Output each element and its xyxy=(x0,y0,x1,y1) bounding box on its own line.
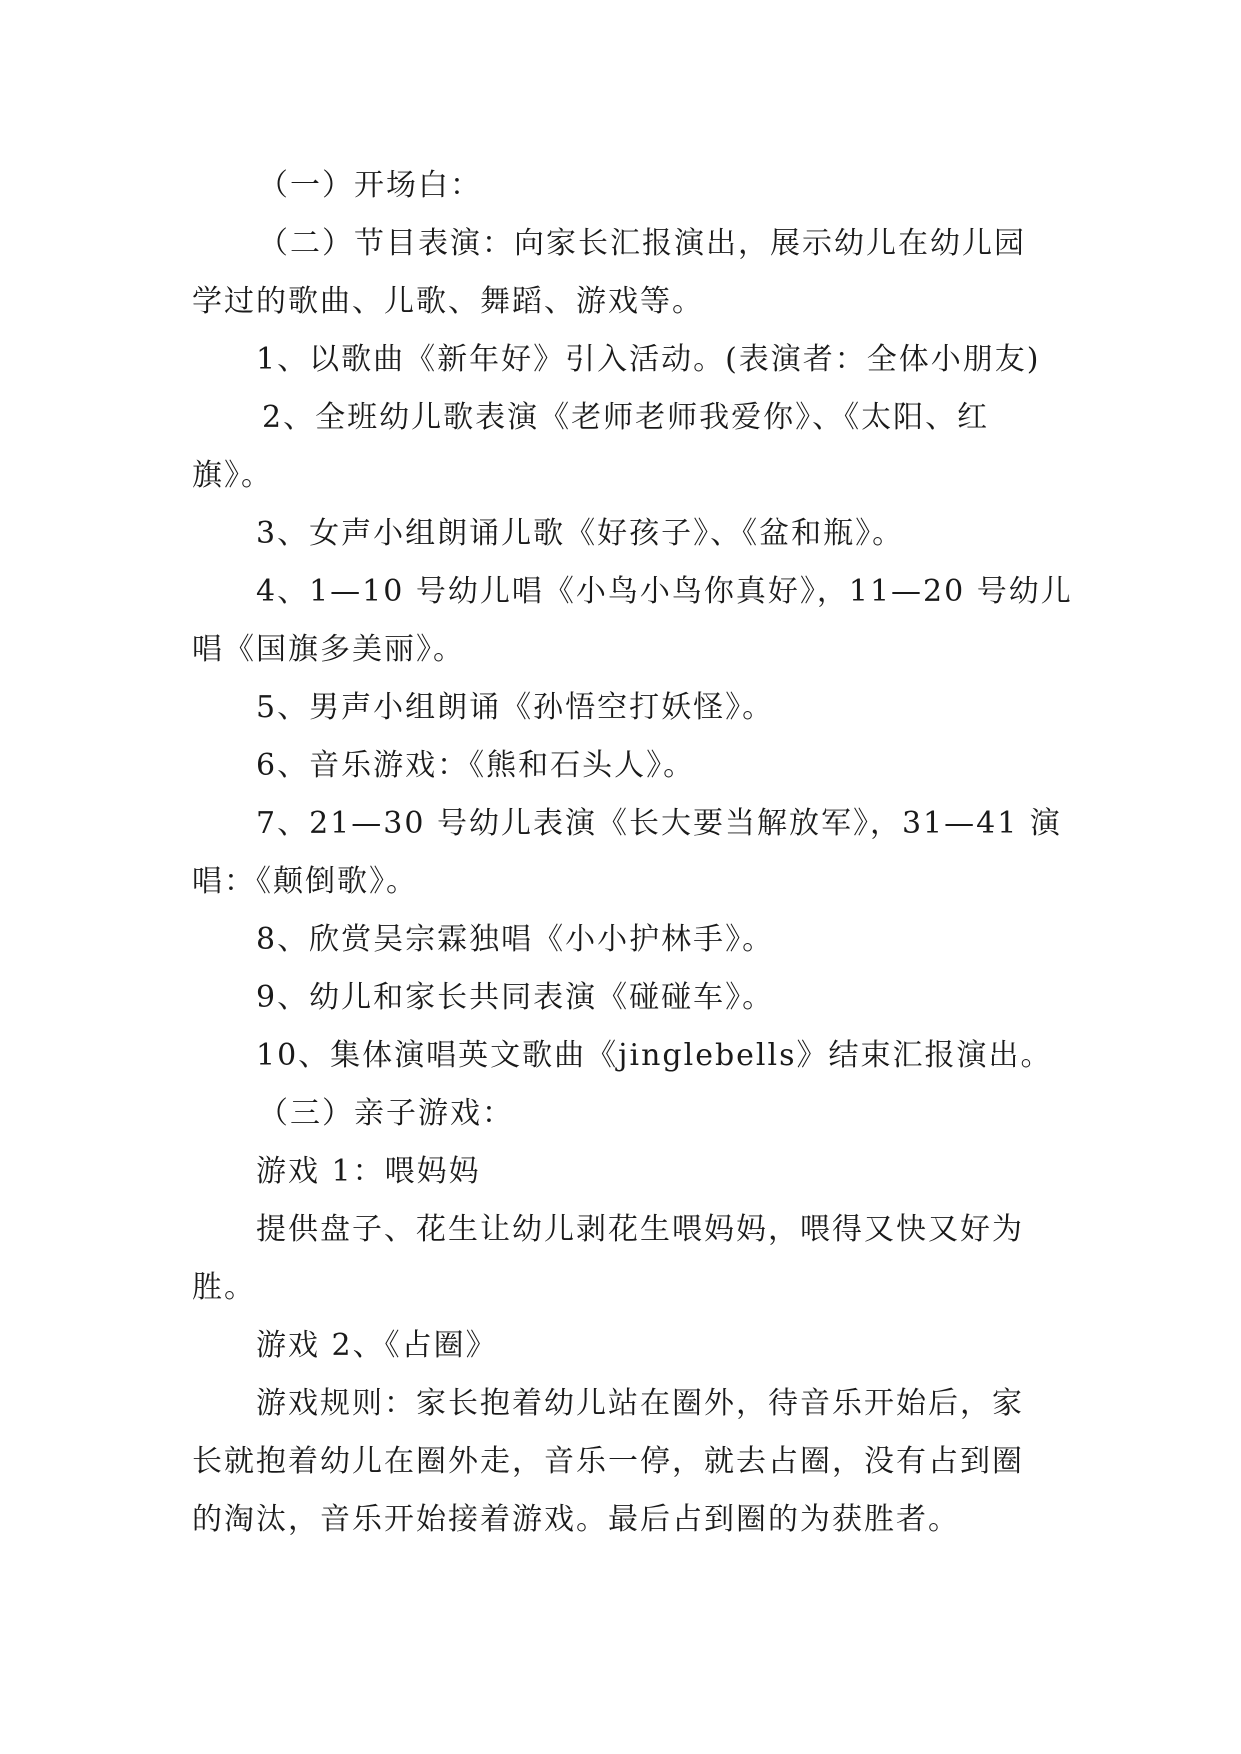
paragraph-line: 唱《国旗多美丽》。 xyxy=(192,632,465,667)
program-item-9: 9、幼儿和家长共同表演《碰碰车》。 xyxy=(256,980,775,1015)
paragraph-line: 胜。 xyxy=(192,1270,256,1305)
paragraph-line: 旗》。 xyxy=(192,458,273,493)
program-item-7: 7、21—30 号幼儿表演《长大要当解放军》，31—41 演 xyxy=(256,806,1062,841)
paragraph-line: 学过的歌曲、儿歌、舞蹈、游戏等。 xyxy=(192,284,704,319)
paragraph-line: 长就抱着幼儿在圈外走，音乐一停，就去占圈，没有占到圈 xyxy=(192,1444,1024,1479)
program-item-10: 10、集体演唱英文歌曲《jinglebells》结束汇报演出。 xyxy=(256,1038,1053,1073)
program-item-2: 2、全班幼儿歌表演《老师老师我爱你》、《太阳、红 xyxy=(262,400,990,435)
program-item-3: 3、女声小组朗诵儿歌《好孩子》、《盆和瓶》。 xyxy=(256,516,905,551)
program-item-4: 4、1—10 号幼儿唱《小鸟小鸟你真好》，11—20 号幼儿 xyxy=(256,574,1073,609)
program-item-6: 6、音乐游戏：《熊和石头人》。 xyxy=(256,748,696,783)
section-heading-performance: （二）节目表演：向家长汇报演出，展示幼儿在幼儿园 xyxy=(258,226,1026,261)
game-1-description: 提供盘子、花生让幼儿剥花生喂妈妈，喂得又快又好为 xyxy=(256,1212,1024,1247)
section-heading-opening: （一）开场白： xyxy=(258,168,482,203)
paragraph-line: 的淘汰，音乐开始接着游戏。最后占到圈的为获胜者。 xyxy=(192,1502,960,1537)
game-2-rules: 游戏规则：家长抱着幼儿站在圈外，待音乐开始后，家 xyxy=(256,1386,1024,1421)
program-item-5: 5、男声小组朗诵《孙悟空打妖怪》。 xyxy=(256,690,775,725)
game-1-title: 游戏 1：喂妈妈 xyxy=(256,1154,481,1189)
paragraph-line: 唱：《颠倒歌》。 xyxy=(192,864,418,899)
program-item-1: 1、以歌曲《新年好》引入活动。(表演者：全体小朋友) xyxy=(256,342,1041,377)
program-item-8: 8、欣赏吴宗霖独唱《小小护林手》。 xyxy=(256,922,775,957)
game-2-title: 游戏 2、《占圈》 xyxy=(256,1328,498,1363)
section-heading-games: （三）亲子游戏： xyxy=(258,1096,514,1131)
